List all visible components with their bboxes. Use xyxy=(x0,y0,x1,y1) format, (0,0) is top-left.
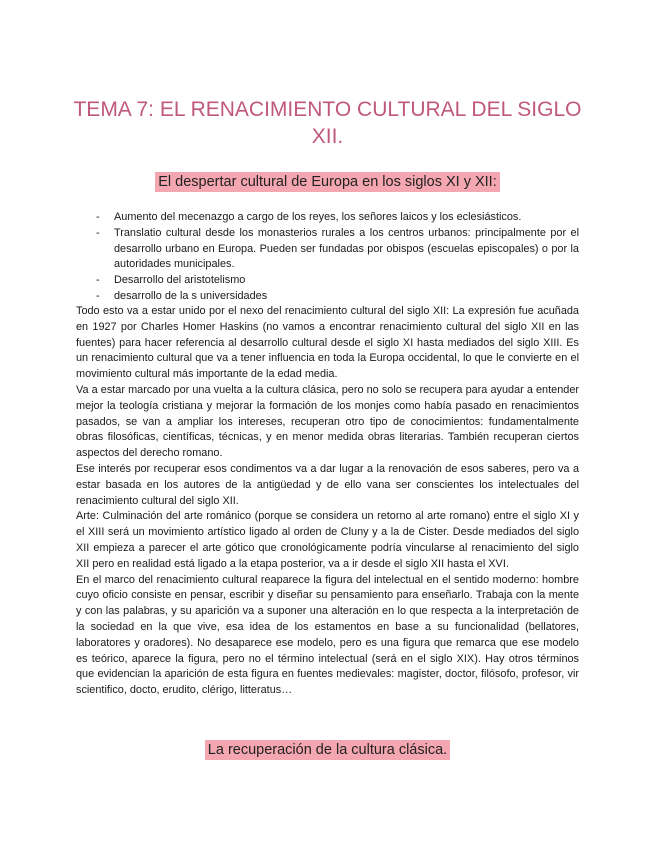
list-item-text: Translatio cultural desde los monasterios rurales a los centros urbanos: principalmente por el desarrollo urbano en Europa. Pueden ser fundadas por obispos (escuelas episcopales) o por la autoridades municipales. xyxy=(114,226,579,271)
section-heading-wrap xyxy=(0,740,655,760)
bullet-dash: - xyxy=(96,274,100,287)
paragraph-haskins: Todo esto va a estar unido por el nexo del renacimiento cultural del siglo XII: La expresión fue acuñada en 1927 por Charles Homer Haskins (no vamos a encontrar renacimiento cultural del siglo XII en las fuentes) para hacer referencia al desarrollo cultural desde el siglo XI hasta mediados del siglo XIII. Es un renacimiento cultural que va a tener influencia en toda la Europa occidental, lo que le convierte en el movimiento cultural más importante de la edad media. xyxy=(76,305,579,381)
paragraph-renovacion: Ese interés por recuperar esos condimentos va a dar lugar a la renovación de esos saberes, pero va a estar basada en los autores de la antigüedad y de ello vana ser conscientes los intelectuales del renacimiento cultural del siglo XII. xyxy=(76,462,579,507)
paragraph-intelectual: En el marco del renacimiento cultural reaparece la figura del intelectual en el sentido moderno: hombre cuyo oficio consiste en pensar, escribir y diseñar su pensamiento para enseñarlo. Trabaja con la mente y con las palabras, y su aparición va a suponer una alteración en lo que respecta a la interpretación de la sociedad en la que vive, esa idea de los estamentos en base a su funcionalidad (bellatores, laboratores y oradores). No desaparece ese modelo, pero es una figura que remarca que ese modelo es teórico, aparece la figura, pero no el término intelectual (será en el siglo XIX). Hay otros términos que evidencian la aparición de esta figura en fuentes medievales: magister, doctor, filósofo, profesor, vir scientifico, docto, erudito, clérigo, litteratus… xyxy=(76,573,579,697)
paragraph-cultura-clasica: Va a estar marcado por una vuelta a la cultura clásica, pero no solo se recupera para ayudar a entender mejor la teología cristiana y mejorar la formación de los monjes como había pasado en renacimientos pasados, se van a ampliar los intereses, recuperan otro tipo de conocimientos: fundamentalmente obras filosóficas, científicas, técnicas, y en menor medida obras literarias. También recuperan ciertos aspectos del derecho romano. xyxy=(76,383,579,460)
list-item-text: Desarrollo del aristotelismo xyxy=(114,274,246,287)
bullet-list xyxy=(76,210,579,305)
section-heading-wrap xyxy=(0,172,655,192)
bullet-dash: - xyxy=(96,211,100,223)
section-heading-recuperacion: La recuperación de la cultura clásica. xyxy=(205,740,450,760)
list-item xyxy=(76,226,579,273)
list-item-text: Aumento del mecenazgo a cargo de los reyes, los señores laicos y los eclesiásticos. xyxy=(114,211,522,223)
list-item xyxy=(76,210,579,226)
page-title: TEMA 7: EL RENACIMIENTO CULTURAL DEL SIGLO XII. xyxy=(73,98,582,148)
list-item xyxy=(76,289,579,305)
bullet-dash: - xyxy=(96,289,100,302)
body-text xyxy=(76,304,579,699)
section-heading-despertar: El despertar cultural de Europa en los siglos XI y XII: xyxy=(155,172,500,192)
bullet-dash: - xyxy=(96,226,100,239)
list-item xyxy=(76,273,579,289)
list-item-text: desarrollo de la s universidades xyxy=(114,289,268,302)
paragraph-arte: Arte: Culminación del arte románico (porque se considera un retorno al arte romano) entre el siglo XI y el XIII será un movimiento artístico ligado al orden de Cluny y a la de Cister. Desde mediados del siglo XII empieza a parecer el arte gótico que cronológicamente podría vincularse al renacimiento del siglo XII pero en realidad está ligado a la etapa posterior, va a ir desde el siglo XII hasta el XVI. xyxy=(76,510,579,570)
